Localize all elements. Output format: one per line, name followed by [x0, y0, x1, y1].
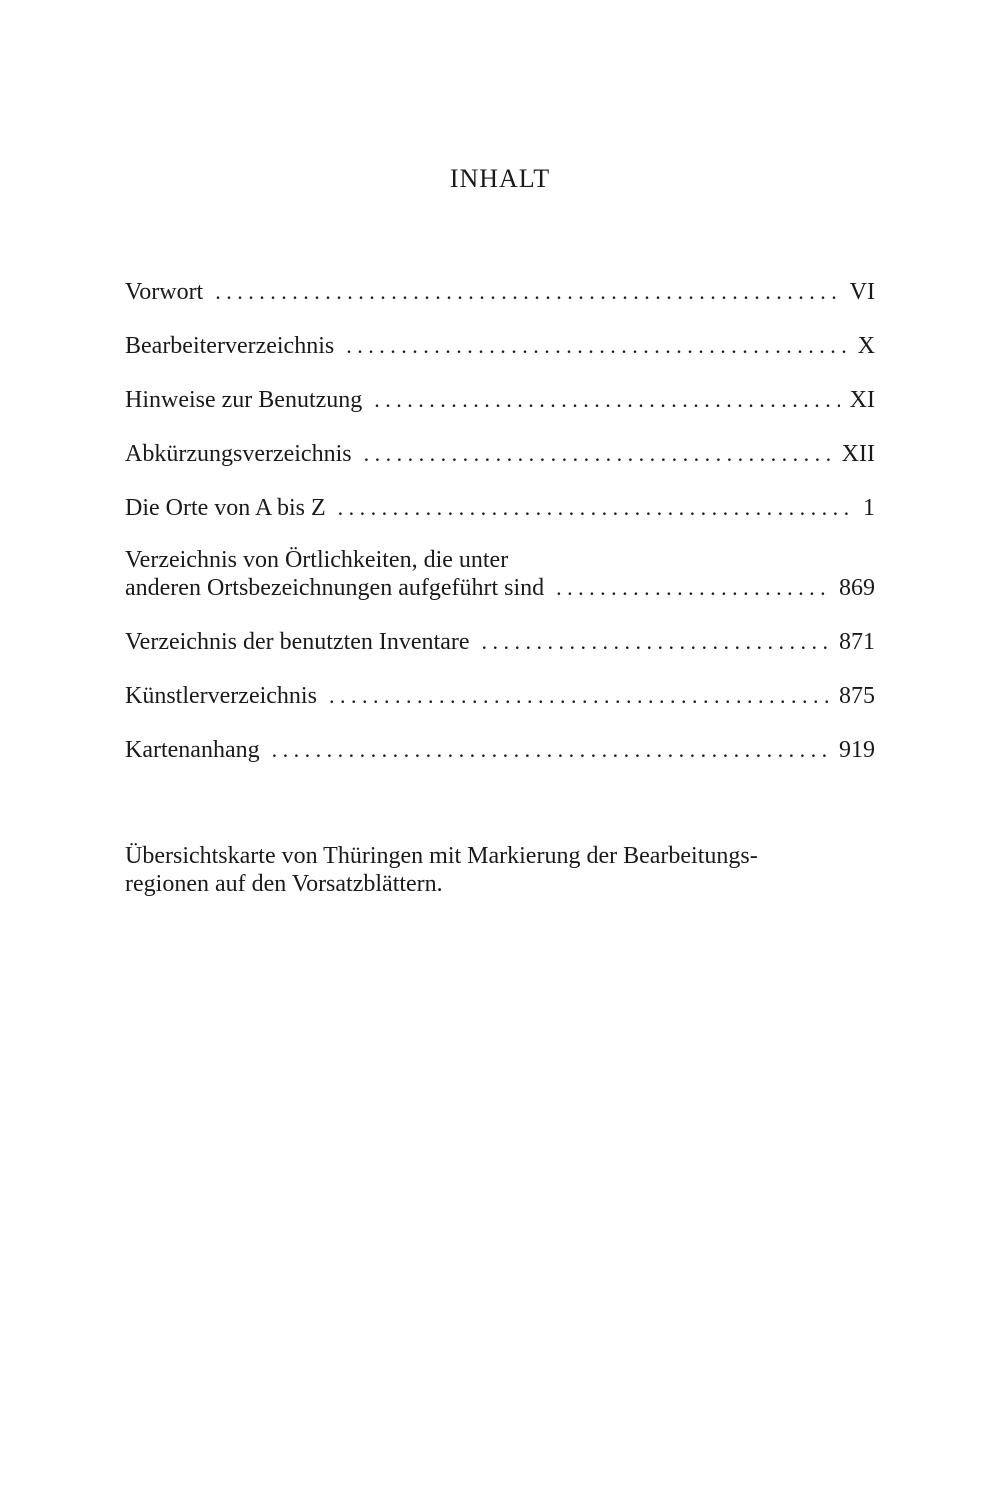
toc-page-number: X — [857, 333, 875, 359]
toc-page-number: 1 — [863, 495, 875, 521]
toc-entry-kartenanhang — [125, 710, 875, 764]
toc-label-line-2: anderen Ortsbezeichnungen aufgeführt sind — [125, 575, 545, 601]
toc-leader-dots — [215, 278, 839, 306]
page-title: INHALT — [449, 164, 551, 193]
map-note — [125, 842, 885, 898]
toc-leader-dots — [272, 736, 829, 764]
toc-leader-dots — [556, 574, 829, 602]
toc-label-line-1: Verzeichnis von Örtlichkeiten, die unter — [125, 547, 509, 573]
toc-label: Bearbeiterverzeichnis — [125, 333, 335, 359]
toc-leader-dots — [364, 440, 832, 468]
toc-entry-hinweise — [125, 360, 875, 414]
toc-entry-bearbeiterverzeichnis — [125, 306, 875, 360]
toc-label: Hinweise zur Benutzung — [125, 387, 363, 413]
toc-entry-orte — [125, 468, 875, 522]
table-of-contents — [125, 252, 875, 764]
toc-page-number: VI — [849, 279, 875, 305]
toc-page-number: XII — [841, 441, 875, 467]
toc-entry-kuenstler — [125, 656, 875, 710]
toc-leader-dots — [482, 628, 830, 656]
toc-page-number: 919 — [839, 737, 875, 763]
toc-label: Kartenanhang — [125, 737, 260, 763]
toc-leader-dots — [338, 494, 853, 522]
toc-entry-oertlichkeiten — [125, 522, 875, 602]
toc-leader-dots — [374, 386, 839, 414]
toc-label: Vorwort — [125, 279, 204, 305]
toc-page-number: 869 — [839, 575, 875, 601]
toc-leader-dots — [329, 682, 829, 710]
toc-entry-inventare — [125, 602, 875, 656]
map-note-line-2: regionen auf den Vorsatzblättern. — [125, 871, 443, 897]
toc-page-number: 875 — [839, 683, 875, 709]
toc-page-number: XI — [849, 387, 875, 413]
toc-page-number: 871 — [839, 629, 875, 655]
toc-label: Verzeichnis der benutzten Inventare — [125, 629, 470, 655]
toc-label: Künstlerverzeichnis — [125, 683, 317, 709]
toc-entry-abkuerzungen — [125, 414, 875, 468]
map-note-line-1: Übersichtskarte von Thüringen mit Markierung der Bearbeitungs- — [125, 843, 758, 869]
toc-leader-dots — [346, 332, 847, 360]
toc-label: Abkürzungsverzeichnis — [125, 441, 352, 467]
toc-label: Die Orte von A bis Z — [125, 495, 326, 521]
toc-entry-vorwort — [125, 252, 875, 306]
